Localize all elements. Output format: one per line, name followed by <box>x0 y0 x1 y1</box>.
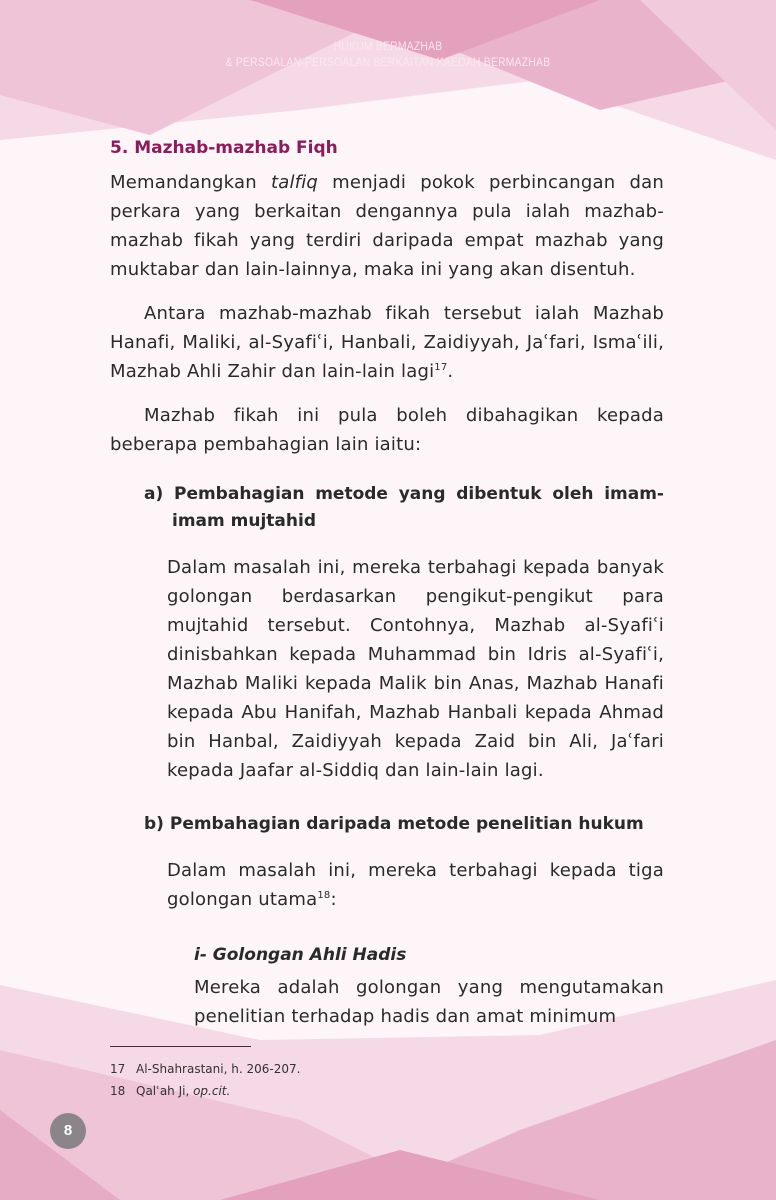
paragraph-intro-pre: Memandangkan <box>110 172 271 193</box>
body-content <box>110 134 664 1031</box>
footnote-number: 17 <box>110 1062 126 1076</box>
footnote-number: 18 <box>110 1084 126 1098</box>
subsection-b-body-end: : <box>330 889 337 910</box>
footnote-18 <box>110 1080 664 1102</box>
paragraph-intro-post: menjadi pokok perbincangan dan perkara yang berkaitan dengannya pula ialah mazhab-mazhab fikah yang terdiri daripada empat mazhab yang muktabar dan lain-lainnya, maka ini yang akan disentuh. <box>110 172 664 280</box>
paragraph-mazhab-list <box>110 299 664 386</box>
footnote-ref-18[interactable]: 18 <box>317 890 331 901</box>
footnote-divider <box>110 1046 251 1047</box>
section-title: 5. Mazhab-mazhab Fiqh <box>110 138 338 158</box>
footnotes <box>110 1058 664 1102</box>
header-subtitle: & PERSOALAN-PERSOALAN BERKAITAN KAEDAH BERMAZHAB <box>225 55 551 69</box>
subsection-a-title: a) Pembahagian metode yang dibentuk oleh imam-imam mujtahid <box>144 484 664 531</box>
footnote-ref-17[interactable]: 17 <box>434 362 448 373</box>
running-header <box>54 38 721 70</box>
page-number-badge: 8 <box>50 1113 86 1149</box>
paragraph-mazhab-list-text: Antara mazhab-mazhab fikah tersebut ialah Mazhab Hanafi, Maliki, al-Syafiʿi, Hanbali, Zaidiyyah, Jaʿfari, Ismaʿili, Mazhab Ahli Zahir dan lain-lain lagi <box>110 303 664 382</box>
paragraph-intro <box>110 168 664 284</box>
term-talfiq: talfiq <box>270 172 319 193</box>
paragraph-division: Mazhab fikah ini pula boleh dibahagikan kepada beberapa pembahagian lain iaitu: <box>110 405 664 455</box>
subsection-b-body <box>167 856 664 914</box>
header-title: HUKUM BERMAZHAB <box>333 39 443 53</box>
subsection-i-title: i- Golongan Ahli Hadis <box>194 945 407 965</box>
footnote-text: Al-Shahrastani, h. 206-207. <box>136 1062 301 1076</box>
footnote-17 <box>110 1058 664 1080</box>
footnote-italic: op.cit. <box>193 1084 231 1098</box>
subsection-a-body: Dalam masalah ini, mereka terbahagi kepada banyak golongan berdasarkan pengikut-pengikut para mujtahid tersebut. Contohnya, Mazhab al-Syafiʿi dinisbahkan kepada Muhammad bin Idris al-Syafiʿi, Mazhab Maliki kepada Malik bin Anas, Mazhab Hanafi kepada Abu Hanifah, Mazhab Hanbali kepada Ahmad bin Hanbal, Zaidiyyah kepada Zaid bin Ali, Jaʿfari kepada Jaafar al-Siddiq dan lain-lain lagi. <box>167 557 664 781</box>
subsection-b-body-text: Dalam masalah ini, mereka terbahagi kepada tiga golongan utama <box>167 860 664 910</box>
paragraph-mazhab-list-end: . <box>447 361 454 382</box>
footnote-text: Qalʿah Ji, <box>136 1084 194 1098</box>
subsection-b-title: b) Pembahagian daripada metode penelitian hukum <box>144 814 644 834</box>
subsection-i-body: Mereka adalah golongan yang mengutamakan penelitian terhadap hadis dan amat minimum <box>194 977 664 1027</box>
